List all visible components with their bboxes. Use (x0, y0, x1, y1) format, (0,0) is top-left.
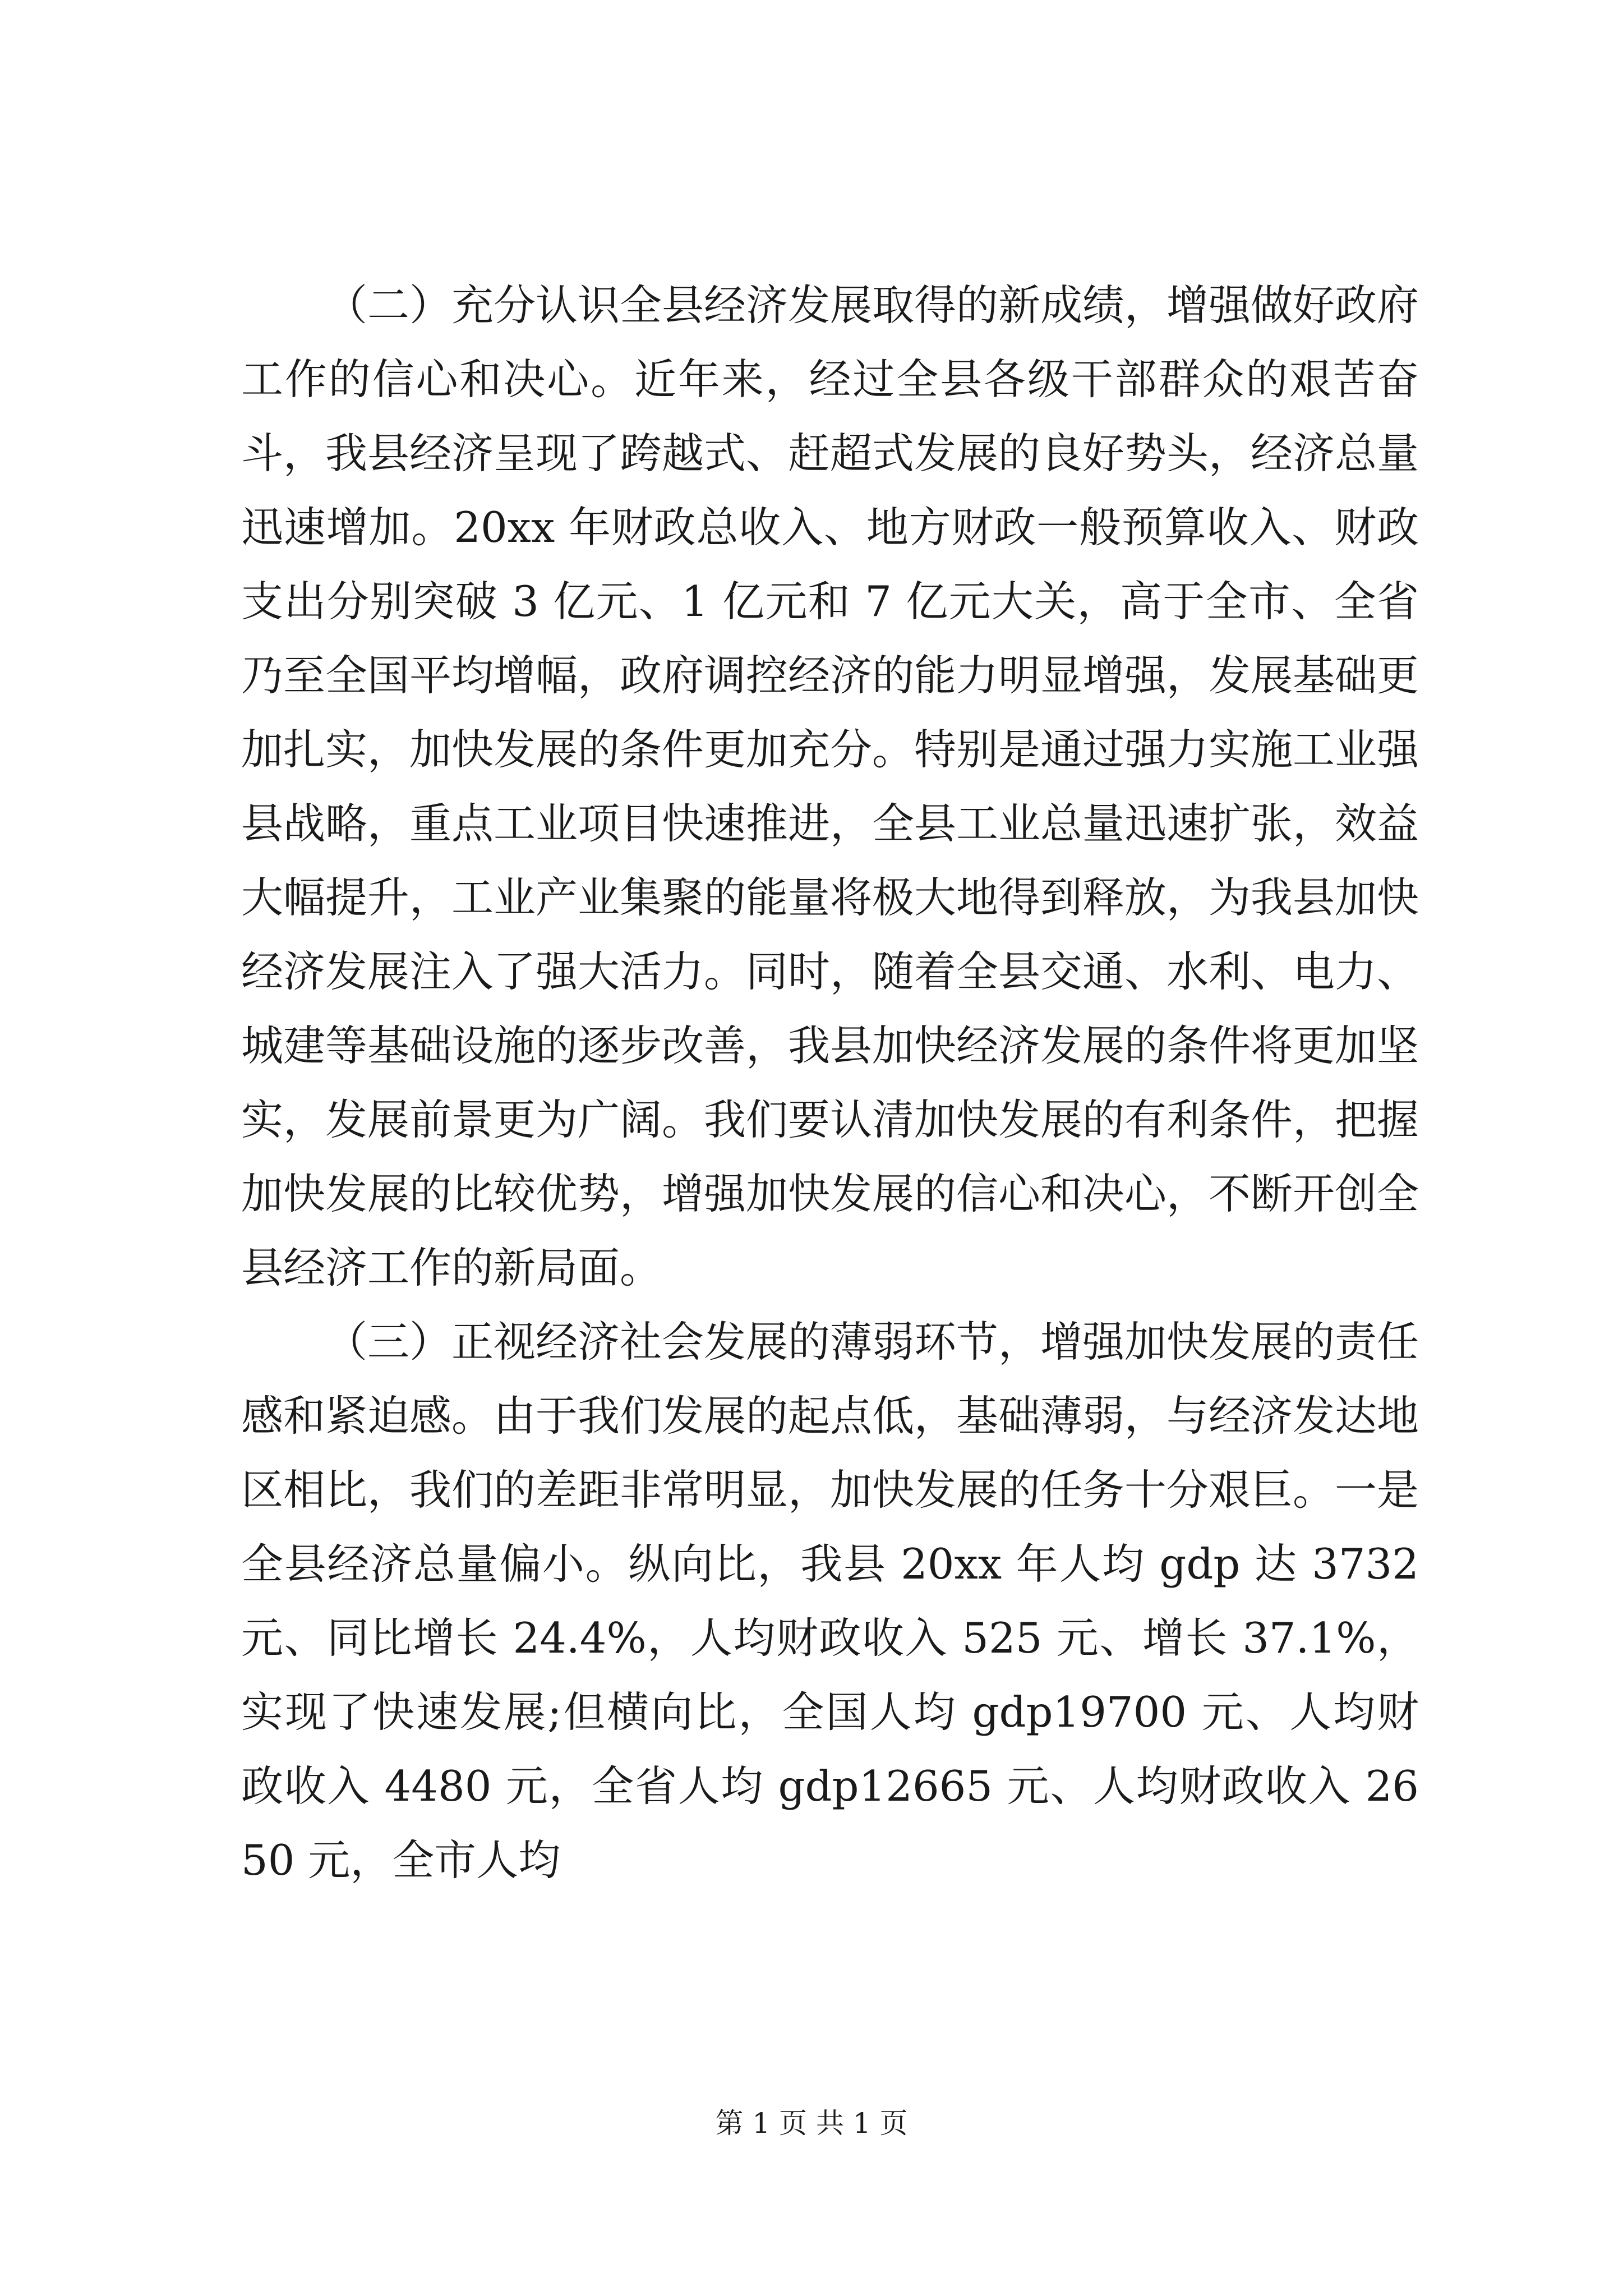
paragraph-section-three: （三）正视经济社会发展的薄弱环节，增强加快发展的责任感和紧迫感。由于我们发展的起点低，基础薄弱，与经济发达地区相比，我们的差距非常明显，加快发展的任务十分艰巨。一是全县经济总量偏小。纵向比，我县 20xx 年人均 gdp 达 3732 元、同比增长 24.4%，人均财政收入 525 元、增长 37.1%，实现了快速发展;但横向比，全国人均 gdp19700 元、人均财政收入 4480 元，全省人均 gdp12665 元、人均财政收入 2650 元，全市人均 (241, 1317, 1419, 1885)
document-body (241, 268, 1419, 1897)
paragraph-section-two: （二）充分认识全县经济发展取得的新成绩，增强做好政府工作的信心和决心。近年来，经过全县各级干部群众的艰苦奋斗，我县经济呈现了跨越式、赶超式发展的良好势头，经济总量迅速增加。20xx 年财政总收入、地方财政一般预算收入、财政支出分别突破 3 亿元、1 亿元和 7 亿元大关，高于全市、全省乃至全国平均增幅，政府调控经济的能力明显增强，发展基础更加扎实，加快发展的条件更加充分。特别是通过强力实施工业强县战略，重点工业项目快速推进，全县工业总量迅速扩张，效益大幅提升，工业产业集聚的能量将极大地得到释放，为我县加快经济发展注入了强大活力。同时，随着全县交通、水利、电力、城建等基础设施的逐步改善，我县加快经济发展的条件将更加坚实，发展前景更为广阔。我们要认清加快发展的有利条件，把握加快发展的比较优势，增强加快发展的信心和决心，不断开创全县经济工作的新局面。 (241, 280, 1419, 1292)
page-footer: 第 1 页 共 1 页 (715, 2107, 908, 2139)
